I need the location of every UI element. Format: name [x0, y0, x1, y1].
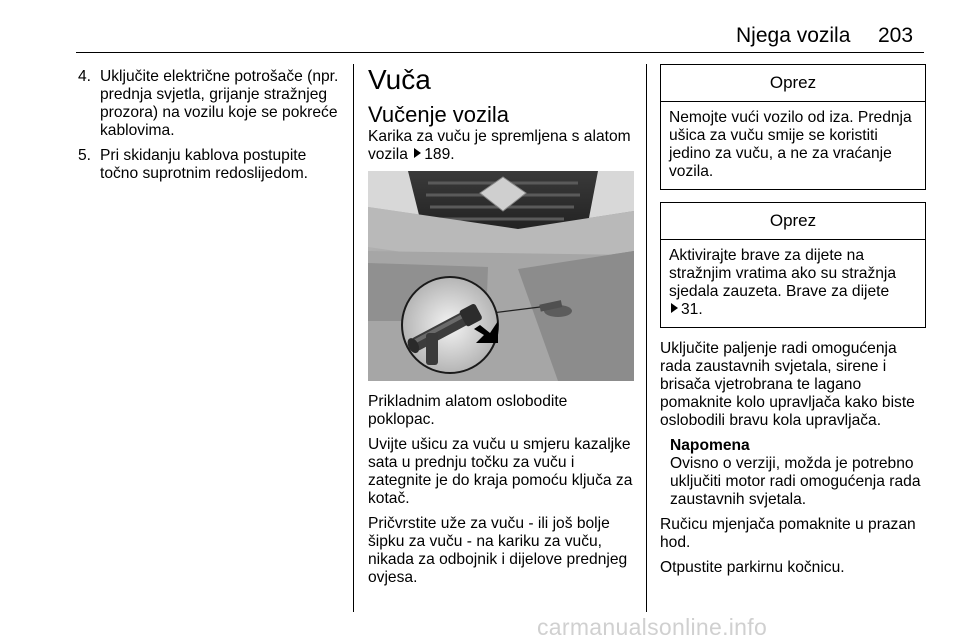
caution-reference: 31. [681, 301, 703, 318]
section-heading: Vuča [368, 64, 431, 95]
intro-paragraph [368, 128, 634, 164]
list-item [78, 68, 348, 140]
watermark: carmanualsonline.info [537, 614, 768, 640]
middle-column [368, 64, 634, 594]
body-paragraph: Prikladnim alatom oslobodite poklopac. [368, 393, 568, 428]
caution-text: Aktivirajte brave za dijete na stražnjim vratima ako su stražnja sjedala zauzeta. Brave za dijete [669, 247, 897, 300]
note-block [660, 437, 926, 509]
note-text: Ovisno o verziji, možda je potrebno uključiti motor radi omogućenja rada zaustavnih svjetala. [670, 455, 921, 508]
body-paragraph: Uključite paljenje radi omogućenja rada zaustavnih svjetala, sirene i brisača vjetrobrana te lagano pomaknite kolo upravljača kako biste oslobodili bravu kola upravljača. [660, 340, 915, 429]
right-column [660, 64, 926, 584]
caution-body [661, 240, 925, 327]
header-title: Njega vozila [736, 24, 851, 47]
body-paragraph: Ručicu mjenjača pomaknite u prazan hod. [660, 516, 916, 551]
caution-box [660, 64, 926, 190]
body-paragraph: Otpustite parkirnu kočnicu. [660, 559, 845, 576]
list-item [78, 147, 348, 183]
intro-reference: 189. [424, 146, 455, 163]
caution-title: Oprez [661, 65, 925, 102]
list-item-text: Uključite električne potrošače (npr. prednja svjetla, grijanje stražnjeg prozora) na vozilu koje se pokreće kablovima. [100, 68, 339, 139]
towing-eye-photo [368, 171, 634, 381]
body-paragraph: Uvijte ušicu za vuču u smjeru kazaljke sata u prednju točku za vuču i zategnite je do kraja pomoću ključa za kotač. [368, 436, 633, 507]
caution-box [660, 202, 926, 328]
section-subheading: Vučenje vozila [368, 102, 510, 127]
caution-text: Nemojte vući vozilo od iza. Prednja ušica za vuču smije se koristiti jedino za vuču, a ne za vraćanje vozila. [669, 109, 912, 180]
page-number: 203 [878, 24, 914, 47]
caution-title: Oprez [661, 203, 925, 240]
left-column [78, 68, 348, 190]
column-divider-right [646, 64, 647, 612]
note-title: Napomena [670, 437, 750, 454]
intro-text: Karika za vuču je spremljena s alatom vozila [368, 128, 631, 163]
page-reference-arrow-icon [414, 148, 421, 158]
body-paragraph: Pričvrstite uže za vuču - ili još bolje šipku za vuču - na kariku za vuču, nikada za odbojnik i dijelove prednjeg ovjesa. [368, 515, 628, 586]
list-item-number: 5. [78, 147, 92, 164]
header-rule [76, 52, 924, 53]
list-item-text: Pri skidanju kablova postupite točno suprotnim redoslijedom. [100, 147, 309, 182]
list-item-number: 4. [78, 68, 92, 85]
column-divider-left [353, 64, 354, 612]
page-reference-arrow-icon [671, 303, 678, 313]
towing-eye-illustration [368, 171, 634, 381]
